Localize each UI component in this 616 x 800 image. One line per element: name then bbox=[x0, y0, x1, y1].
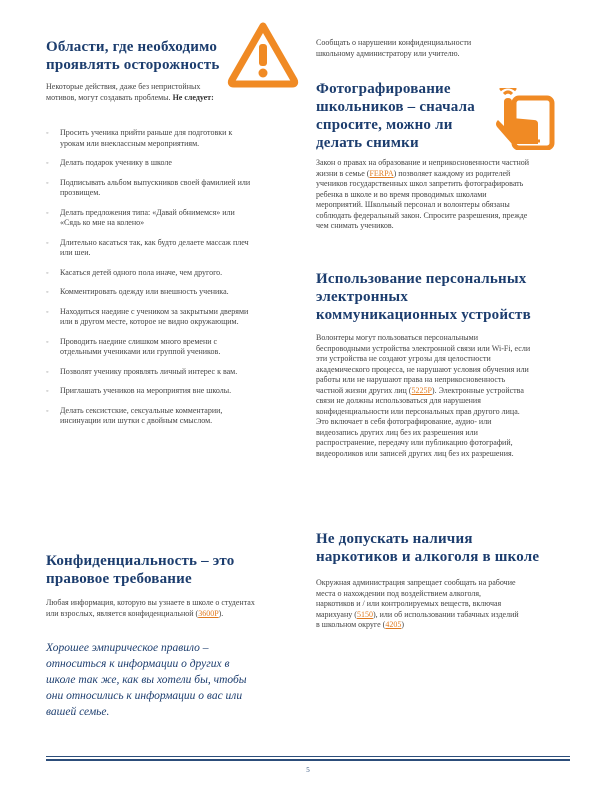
list-item: ◦ Приглашать учеников на мероприятия вне школы. bbox=[46, 386, 256, 397]
list-item: ◦ Проводить наедине слишком много времени с отдельными учениками или группой учеников. bbox=[46, 337, 256, 358]
list-item: ◦ Подписывать альбом выпускников своей фамилией или прозвищем. bbox=[46, 178, 256, 199]
caution-list bbox=[46, 128, 256, 436]
policy-link-5150[interactable]: 5150 bbox=[356, 609, 373, 619]
policy-link-4205[interactable]: 4205 bbox=[385, 620, 402, 629]
devices-text: Волонтеры могут пользоваться персональными беспроводными устройства электронной связи или Wi-Fi, если эти устройства не создают угрозы для целостности академического процесса, не нарушают условия обучения или работы или не нарушают права на неприкосновенность частной жизни других лиц (5225P). Электронные устройства связи не должны использоваться для нарушения конфиденциальности или персональных прав другого лица. Это включает в себя фотографирование, аудио- или видеозапись других лиц без их разрешения или распространение, передачу или публикацию фотографий, видеороликов или записей других лиц без их разрешения. bbox=[316, 333, 531, 458]
caution-intro: Некоторые действия, даже без непристойных мотивов, могут создавать проблемы. Не следует: bbox=[46, 82, 214, 102]
report-text: Сообщать о нарушении конфиденциальности школьному администратору или учителю. bbox=[316, 38, 472, 58]
warning-icon bbox=[226, 20, 300, 88]
drugs-text: Окружная администрация запрещает сообщать на рабочие места о нахождении под воздействием алкоголя, наркотиков и / или контролируемых веществ, включая марихуану (5150), или об использовании табачных изделий в школьном округе (4205) bbox=[316, 578, 519, 629]
list-item: ◦ Просить ученика прийти раньше для подготовки к урокам или внеклассным мероприятиям. bbox=[46, 128, 256, 149]
photo-text: Закон о правах на образование и неприкосновенности частной жизни в семье (FERPA) позволяет каждому из родителей учеников государственных школ запретить фотографировать ребенка в школе и во время проводимых школами мероприятий. Школьный персонал и волонтеры обязаны соблюдать федеральный закон. Спросите разрешения, прежде чем снимать учеников. bbox=[316, 158, 530, 230]
hand-tap-phone-icon bbox=[494, 88, 574, 150]
list-item: ◦ Длительно касаться так, как будто делаете массаж плеч или шеи. bbox=[46, 238, 256, 259]
footer-rule bbox=[46, 756, 570, 757]
confidentiality-title: Конфиденциальность – это правовое требование bbox=[46, 553, 235, 587]
page-number: 5 bbox=[306, 766, 310, 774]
drugs-title: Не допускать наличия наркотиков и алкоголя в школе bbox=[316, 531, 540, 565]
list-item: ◦ Касаться детей одного пола иначе, чем другого. bbox=[46, 268, 256, 279]
list-item: ◦ Делать сексистские, сексуальные комментарии, инсинуации или шутки с двойным смыслом. bbox=[46, 406, 256, 427]
confidentiality-text: Любая информация, которую вы узнаете в школе о студентах или взрослых, является конфиденциальной (3600P). bbox=[46, 598, 255, 618]
footer-rule bbox=[46, 759, 570, 761]
rule-of-thumb-quote: Хорошее эмпирическое правило – относиться к информации о других в школе так же, как вы хотели бы, чтобы они относились к информации о вас или вашей семье. bbox=[46, 642, 247, 718]
policy-link-3600p[interactable]: 3600P bbox=[198, 608, 219, 618]
list-item: ◦ Делать предложения типа: «Давай обнимемся» или «Сядь ко мне на колено» bbox=[46, 208, 256, 229]
policy-link-5225p[interactable]: 5225P bbox=[411, 385, 432, 395]
photo-title: Фотографирование школьников – сначала спросите, можно ли делать снимки bbox=[316, 81, 475, 151]
policy-link-ferpa[interactable]: FERPA bbox=[369, 168, 394, 178]
list-item: ◦ Делать подарок ученику в школе bbox=[46, 158, 256, 169]
devices-title: Использование персональных электронных коммуникационных устройств bbox=[316, 271, 531, 323]
caution-title: Области, где необходимо проявлять осторожность bbox=[46, 39, 220, 73]
caution-intro-tail: Не следует: bbox=[172, 92, 214, 102]
list-item: ◦ Позволят ученику проявлять личный интерес к вам. bbox=[46, 367, 256, 378]
list-item: ◦ Комментировать одежду или внешность ученика. bbox=[46, 287, 256, 298]
list-item: ◦ Находиться наедине с учеником за закрытыми дверями или в другом месте, которое не видно окружающим. bbox=[46, 307, 256, 328]
